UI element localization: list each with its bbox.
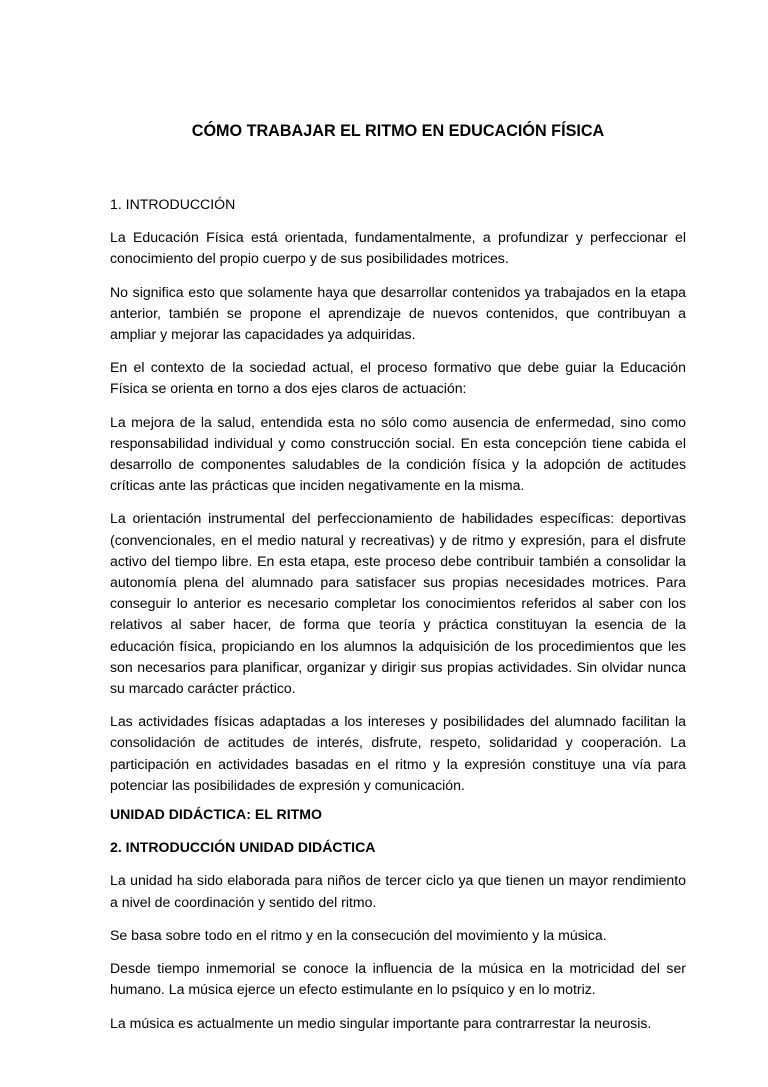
paragraph: En el contexto de la sociedad actual, el proceso formativo que debe guiar la Educación Física se orienta en torno a dos ejes claros de actuación: xyxy=(110,359,686,397)
paragraph: La música es actualmente un medio singular importante para contrarrestar la neurosis. xyxy=(110,1014,652,1031)
paragraph: No significa esto que solamente haya que desarrollar contenidos ya trabajados en la etapa anterior, también se propone el aprendizaje de nuevos contenidos, que contribuyan a ampliar y mejorar las capacidades ya adquiridas. xyxy=(110,283,686,343)
paragraph: La orientación instrumental del perfeccionamiento de habilidades específicas: deportivas (convencionales, en el medio natural y recreativas) y de ritmo y expresión, para el disfrute activo del tiempo libre. En esta etapa, este proceso debe contribuir también a consolidar la autonomía plena del alumnado para satisfacer sus propias necesidades motrices. Para conseguir lo anterior es necesario completar los conocimientos referidos al saber con los relativos al saber hacer, de forma que teoría y práctica constituyan la esencia de la educación física, propiciando en los alumnos la adquisición de los procedimientos que les son necesarios para planificar, organizar y dirigir sus propias actividades. Sin olvidar nunca su marcado carácter práctico. xyxy=(110,510,686,697)
paragraph: La unidad ha sido elaborada para niños de tercer ciclo ya que tienen un mayor rendimiento a nivel de coordinación y sentido del ritmo. xyxy=(110,872,686,910)
document-body xyxy=(110,194,686,1046)
paragraph: Las actividades físicas adaptadas a los intereses y posibilidades del alumnado facilitan la consolidación de actitudes de interés, disfrute, respeto, solidaridad y cooperación. La participación en actividades basadas en el ritmo y la expresión constituye una vía para potenciar las posibilidades de expresión y comunicación. xyxy=(110,713,686,793)
unit-heading: UNIDAD DIDÁCTICA: EL RITMO xyxy=(110,806,322,823)
section-heading-introduccion: 1. INTRODUCCIÓN xyxy=(110,196,236,212)
paragraph: Desde tiempo inmemorial se conoce la influencia de la música en la motricidad del ser humano. La música ejerce un efecto estimulante en lo psíquico y en lo motriz. xyxy=(110,960,686,998)
paragraph: La mejora de la salud, entendida esta no sólo como ausencia de enfermedad, sino como responsabilidad individual y como construcción social. En esta concepción tiene cabida el desarrollo de componentes saludables de la condición física y la adopción de actitudes críticas ante las prácticas que inciden negativamente en la misma. xyxy=(110,413,686,494)
section-heading-unidad: 2. INTRODUCCIÓN UNIDAD DIDÁCTICA xyxy=(110,839,376,856)
document-title: CÓMO TRABAJAR EL RITMO EN EDUCACIÓN FÍSICA xyxy=(191,122,605,140)
paragraph: Se basa sobre todo en el ritmo y en la consecución del movimiento y la música. xyxy=(110,926,607,943)
paragraph: La Educación Física está orientada, fundamentalmente, a profundizar y perfeccionar el conocimiento del propio cuerpo y de sus posibilidades motrices. xyxy=(110,229,686,267)
